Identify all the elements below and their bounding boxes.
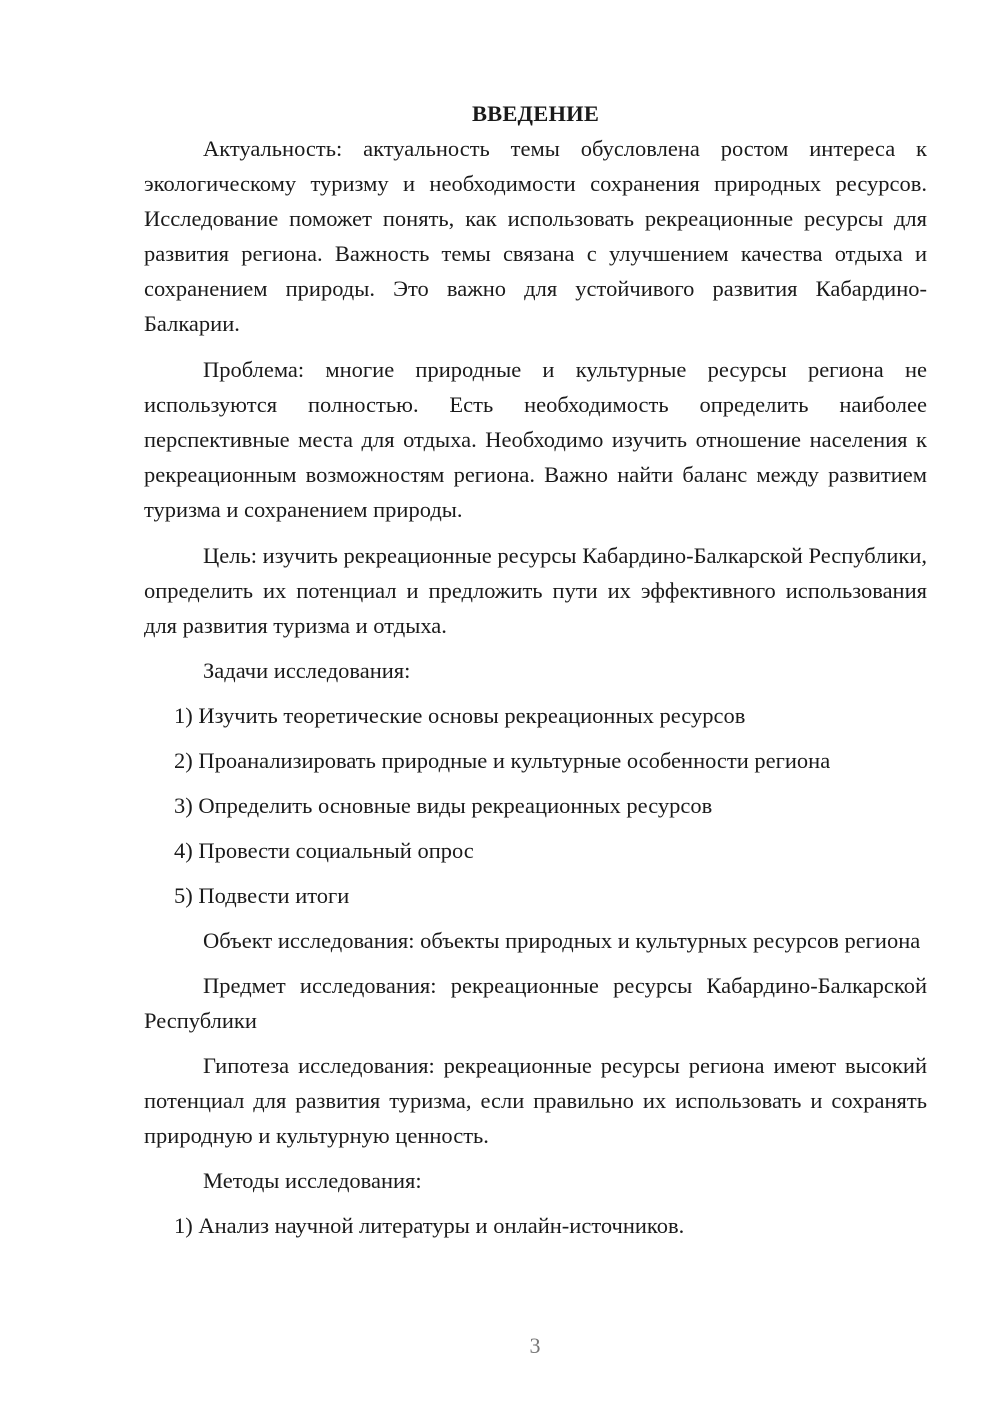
task-item-4: 4) Провести социальный опрос <box>174 838 474 863</box>
methods-heading: Методы исследования: <box>203 1168 422 1193</box>
section-title: ВВЕДЕНИЕ <box>471 101 600 126</box>
task-item-5: 5) Подвести итоги <box>174 883 350 908</box>
goal-paragraph: Цель: изучить рекреационные ресурсы Кабардино-Балкарской Республики, определить их потенциал и предложить пути их эффективного использования для развития туризма и отдыха. <box>144 543 927 638</box>
method-item-1: 1) Анализ научной литературы и онлайн-источников. <box>174 1213 685 1238</box>
problem-paragraph: Проблема: многие природные и культурные ресурсы региона не используются полностью. Есть необходимость определить наиболее перспективные места для отдыха. Необходимо изучить отношение населения к рекреационным возможностям региона. Важно найти баланс между развитием туризма и сохранением природы. <box>144 357 927 522</box>
task-item-3: 3) Определить основные виды рекреационных ресурсов <box>174 793 713 818</box>
task-item-2: 2) Проанализировать природные и культурные особенности региона <box>174 748 831 773</box>
object-paragraph: Объект исследования: объекты природных и культурных ресурсов региона <box>203 928 921 953</box>
page-number: 3 <box>529 1333 541 1358</box>
tasks-heading: Задачи исследования: <box>203 658 411 683</box>
actuality-paragraph: Актуальность: актуальность темы обусловлена ростом интереса к экологическому туризму и необходимости сохранения природных ресурсов. Исследование поможет понять, как использовать рекреационные ресурсы для развития региона. Важность темы связана с улучшением качества отдыха и сохранением природы. Это важно для устойчивого развития Кабардино-Балкарии. <box>144 136 927 336</box>
page-content <box>144 96 927 1243</box>
hypothesis-paragraph: Гипотеза исследования: рекреационные ресурсы региона имеют высокий потенциал для развития туризма, если правильно их использовать и сохранять природную и культурную ценность. <box>144 1053 927 1148</box>
subject-paragraph: Предмет исследования: рекреационные ресурсы Кабардино-Балкарской Республики <box>144 973 927 1033</box>
task-item-1: 1) Изучить теоретические основы рекреационных ресурсов <box>174 703 746 728</box>
